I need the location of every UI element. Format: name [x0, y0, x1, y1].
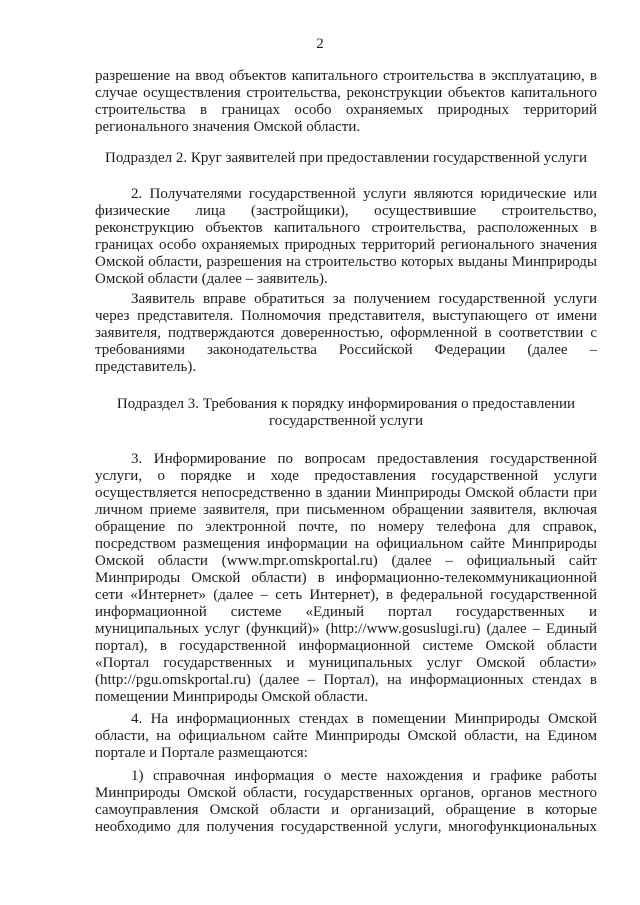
text-line: заявителя, подтверждаются доверенностью, оформленной в соответствии с	[95, 325, 597, 341]
text-line: Минприроды Омской области) в информационно-телекоммуникационной	[95, 570, 597, 586]
text-line: физические лица (застройщики), осуществившие строительство,	[95, 203, 597, 219]
text-line: границах особо охраняемых природных территорий регионального значения	[95, 237, 597, 253]
text-line: Омской области (www.mpr.omskportal.ru) (далее – официальный сайт	[95, 553, 597, 569]
page-number: 2	[316, 36, 324, 52]
text-line: личном приеме заявителя, при письменном обращении заявителя, включая	[95, 502, 597, 518]
text-line: «Портал государственных и муниципальных услуг Омской области»	[95, 655, 597, 671]
text-line: осуществляется непосредственно в здании Минприроды Омской области при	[95, 485, 597, 501]
text-line: представитель).	[95, 359, 197, 375]
text-line: области, на официальном сайте Минприроды Омской области, на Едином	[95, 728, 597, 744]
text-line: Заявитель вправе обратиться за получением государственной услуги	[131, 291, 597, 307]
section-heading: государственной услуги	[269, 413, 423, 429]
text-line: самоуправления Омской области и организаций, обращение в которые	[95, 802, 597, 818]
text-line: Омской области, разрешения на строительство которых выданы Минприроды	[95, 254, 597, 270]
section-heading: Подраздел 2. Круг заявителей при предоставлении государственной услуги	[105, 150, 587, 166]
text-line: портал), в государственной информационной системе Омской области	[95, 638, 597, 654]
text-line: посредством размещения информации на официальном сайте Минприроды	[95, 536, 597, 552]
text-line: (http://pgu.omskportal.ru) (далее – Портал), на информационных стендах в	[95, 672, 597, 688]
text-line: реконструкцию объектов капитального строительства, расположенных в	[95, 220, 597, 236]
section-heading: Подраздел 3. Требования к порядку информирования о предоставлении	[116, 396, 576, 412]
text-line: разрешение на ввод объектов капитального строительства в эксплуатацию, в	[95, 68, 597, 84]
text-line: требованиями законодательства Российской Федерации (далее –	[95, 342, 597, 358]
text-line: необходимо для получения государственной услуги, многофункциональных	[95, 819, 597, 835]
text-line: муниципальных услуг (функций)» (http://www.gosuslugi.ru) (далее – Единый	[95, 621, 597, 637]
text-line: регионального значения Омской области.	[95, 119, 361, 135]
text-line: 4. На информационных стендах в помещении Минприроды Омской	[131, 711, 597, 727]
text-line: сети «Интернет» (далее – сеть Интернет), в федеральной государственной	[95, 587, 597, 603]
text-line: обращение по электронной почте, по номеру телефона для справок,	[95, 519, 597, 535]
text-line: помещении Минприроды Омской области.	[95, 689, 369, 705]
text-line: 3. Информирование по вопросам предоставления государственной	[131, 451, 597, 467]
text-line: портале и Портале размещаются:	[95, 745, 308, 761]
text-line: случае осуществления строительства, реконструкции объектов капитального	[95, 85, 597, 101]
text-line: Омской области (далее – заявитель).	[95, 271, 328, 287]
text-line: Минприроды Омской области, государственных органов, органов местного	[95, 785, 597, 801]
text-line: через представителя. Полномочия представителя, выступающего от имени	[95, 308, 597, 324]
text-line: 2. Получателями государственной услуги являются юридические или	[131, 186, 597, 202]
text-line: информационной системе «Единый портал государственных и	[95, 604, 597, 620]
text-line: строительства в границах особо охраняемых природных территорий	[95, 102, 597, 118]
text-line: услуги, о порядке и ходе предоставления государственной услуги	[95, 468, 597, 484]
text-line: 1) справочная информация о месте нахождения и графике работы	[131, 768, 597, 784]
